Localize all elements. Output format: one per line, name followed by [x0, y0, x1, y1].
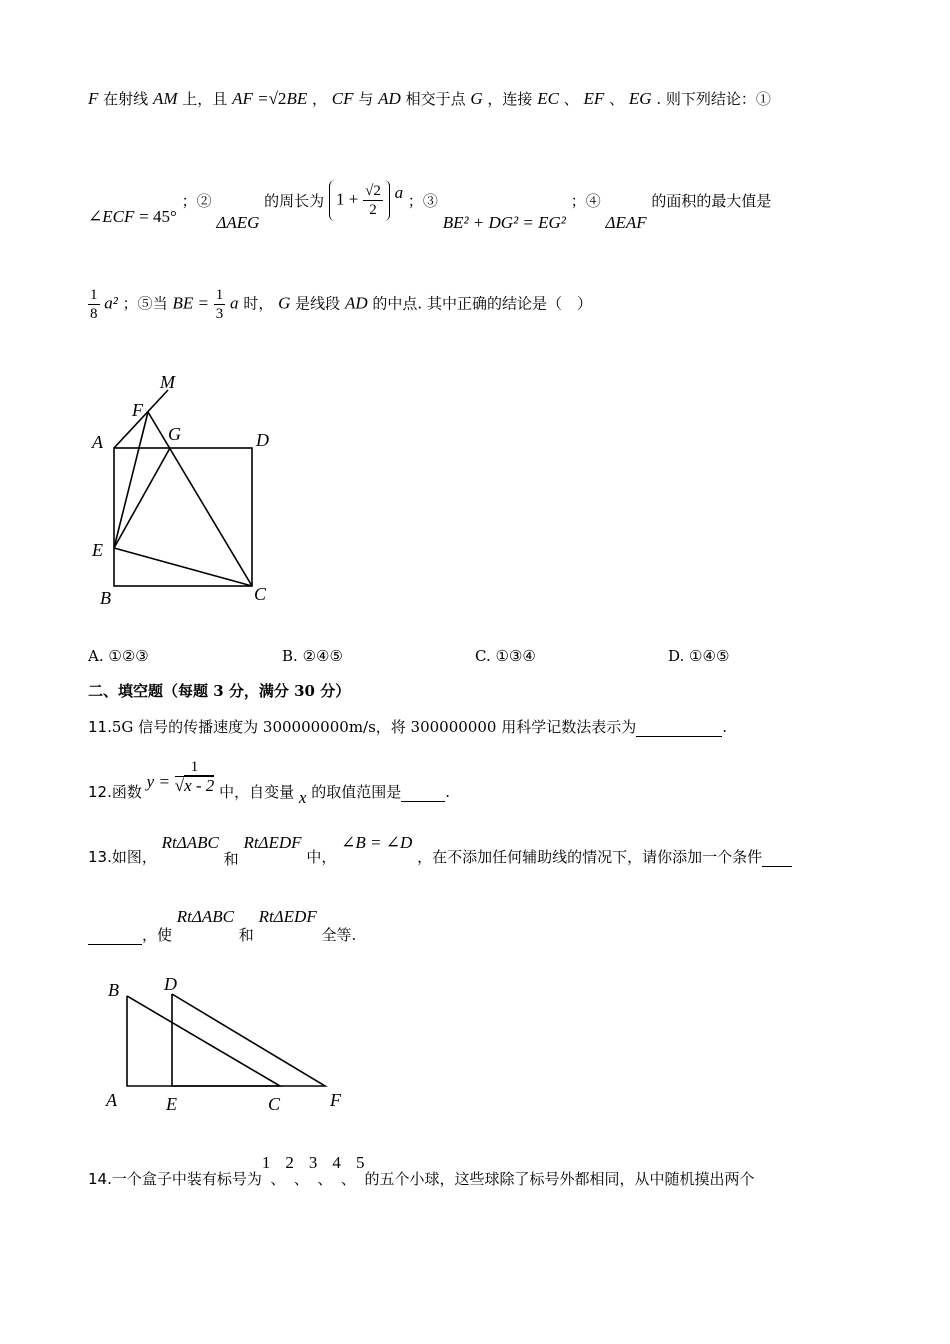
triangles-figure: [100, 972, 360, 1122]
problem-line-1: F 在射线 AM 上，且 AF =√2BE ， CF 与 AD 相交于点 G ，连接 EC 、 EF 、 EG . 则下列结论：①: [88, 89, 771, 108]
section-title: 二、填空题（每题 3 分，满分 30 分）: [88, 682, 351, 700]
segment-ec: [114, 548, 252, 586]
option-b[interactable]: B. ②④⑤: [282, 647, 343, 665]
label-a: A: [92, 432, 103, 452]
label-d: D: [164, 974, 177, 994]
point-f: F: [88, 89, 99, 108]
segment-eg: [114, 448, 170, 548]
answer-blank-12[interactable]: [401, 783, 445, 802]
answer-blank-11[interactable]: [636, 718, 722, 737]
label-c: C: [254, 584, 267, 604]
problem-line-3: $\frac{1}{8}$ a² ；⑤当 BE = $\frac{1}{3}$ a 时， G 是线段 AD 的中点. 其中正确的结论是（ ）: [90, 287, 592, 322]
question-13: 13.如图， RtΔABC 和 RtΔEDF 中， ∠B = ∠D ，在不添加任何辅助线的情况下，请你添加一个条件: [88, 832, 792, 872]
option-a[interactable]: A. ①②③: [88, 647, 149, 665]
label-f: F: [330, 1090, 341, 1110]
triangle-abc: [127, 996, 280, 1086]
label-b: B: [108, 980, 119, 1000]
question-11: 11.5G 信号的传播速度为 300000000m/s，将 300000000 用科学记数法表示为 .: [88, 718, 727, 736]
label-g: G: [168, 424, 181, 444]
label-a: A: [106, 1090, 117, 1110]
segment-ef: [114, 412, 148, 548]
question-14: 14.一个盒子中装有标号为1、2、3、4、5的五个小球，这些球除了标号外都相同，从中随机摸出两个: [88, 1153, 755, 1188]
label-e: E: [166, 1094, 177, 1114]
label-f: F: [132, 400, 143, 420]
question-12: 12.函数 y = $\frac{1}{√x - 2}$ 中，自变量 x 的取值范围是 .: [88, 759, 450, 807]
label-e: E: [92, 540, 103, 560]
option-d[interactable]: D. ①④⑤: [668, 647, 730, 665]
answer-blank-13b[interactable]: [88, 926, 142, 945]
label-c: C: [268, 1094, 281, 1114]
perimeter-expression: 1 + $\frac{√2}{2}$: [329, 180, 390, 221]
label-b: B: [100, 588, 111, 608]
segment-fc: [148, 412, 252, 586]
question-13-line-2: ，使 RtΔABC 和 RtΔEDF 全等.: [88, 906, 356, 942]
triangle-edf: [172, 994, 325, 1086]
label-m: M: [160, 372, 175, 392]
problem-line-2: ∠ECF = 45° ；② ΔAEG 的周长为 1 + $\frac{√2}{2}$ a ；③ BE² + DG² = EG² ；④ ΔEAF 的面积的最大值是: [88, 172, 771, 228]
option-c[interactable]: C. ①③④: [475, 647, 536, 665]
square-abcd: [114, 448, 252, 586]
label-d: D: [256, 430, 269, 450]
square-figure: [80, 360, 300, 610]
answer-blank-13a[interactable]: [762, 848, 792, 867]
